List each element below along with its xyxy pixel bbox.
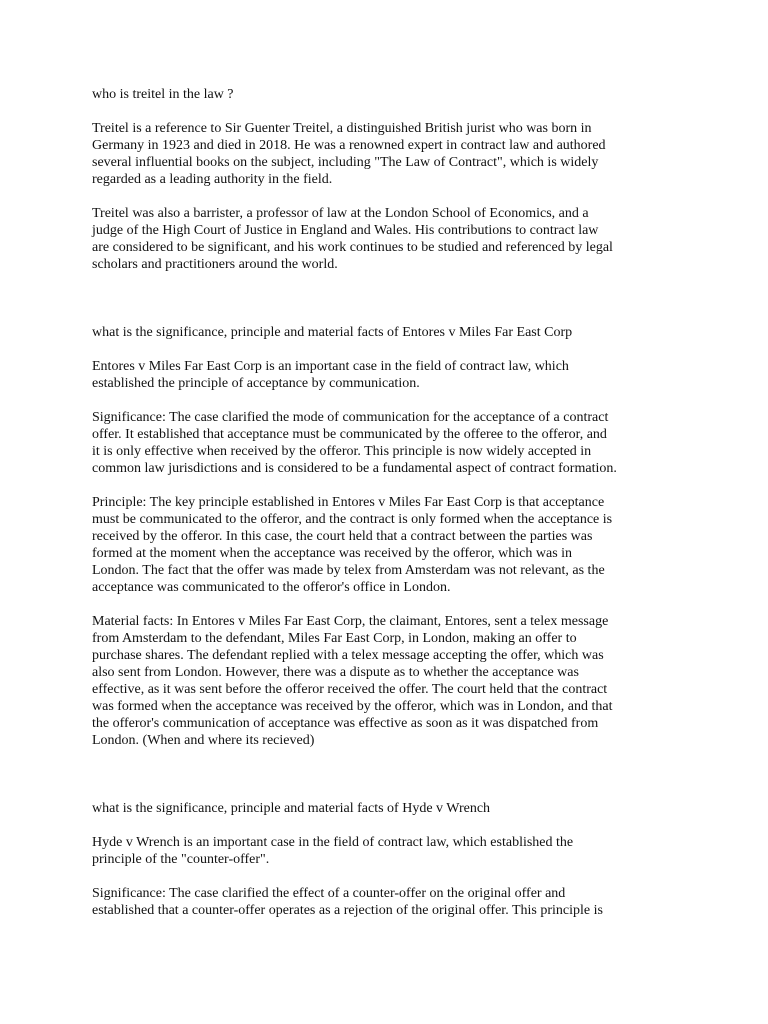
question-hyde: what is the significance, principle and material facts of Hyde v Wrench (92, 801, 491, 816)
answer-hyde-intro: Hyde v Wrench is an important case in the field of contract law, which established the principle of the "counter-offer". (92, 835, 574, 867)
question-treitel: who is treitel in the law ? (92, 87, 234, 102)
document-page (92, 86, 692, 936)
answer-treitel-bio: Treitel is a reference to Sir Guenter Treitel, a distinguished British jurist who was born in Germany in 1923 and died in 2018. He was a renowned expert in contract law and authored several influential books on the subject, including "The Law of Contract", which is widely regarded as a leading authority in the field. (92, 121, 606, 187)
question-entores: what is the significance, principle and material facts of Entores v Miles Far East Corp (92, 325, 573, 340)
answer-entores-intro: Entores v Miles Far East Corp is an important case in the field of contract law, which established the principle of acceptance by communication. (92, 359, 569, 391)
answer-entores-principle: Principle: The key principle established in Entores v Miles Far East Corp is that acceptance must be communicated to the offeror, and the contract is only formed when the acceptance is received by the offeror. In this case, the court held that a contract between the parties was formed at the moment when the acceptance was received by the offeror, which was in London. The fact that the offer was made by telex from Amsterdam was not relevant, as the acceptance was communicated to the offeror's office in London. (92, 495, 613, 595)
answer-entores-significance: Significance: The case clarified the mode of communication for the acceptance of a contract offer. It established that acceptance must be communicated by the offeree to the offeror, and it is only effective when received by the offeror. This principle is now widely accepted in common law jurisdictions and is considered to be a fundamental aspect of contract formation. (92, 410, 617, 476)
answer-hyde-significance: Significance: The case clarified the effect of a counter-offer on the original offer and established that a counter-offer operates as a rejection of the original offer. This principle is (92, 886, 603, 918)
answer-treitel-career: Treitel was also a barrister, a professor of law at the London School of Economics, and a judge of the High Court of Justice in England and Wales. His contributions to contract law are considered to be significant, and his work continues to be studied and referenced by legal scholars and practitioners around the world. (92, 206, 613, 272)
answer-entores-material-facts: Material facts: In Entores v Miles Far East Corp, the claimant, Entores, sent a telex message from Amsterdam to the defendant, Miles Far East Corp, in London, making an offer to purchase shares. The defendant replied with a telex message accepting the offer, which was also sent from London. However, there was a dispute as to whether the acceptance was effective, as it was sent before the offeror received the offer. The court held that the contract was formed when the acceptance was received by the offeror, which was in London, and that the offeror's communication of acceptance was effective as soon as it was dispatched from London. (When and where its recieved) (92, 614, 613, 748)
